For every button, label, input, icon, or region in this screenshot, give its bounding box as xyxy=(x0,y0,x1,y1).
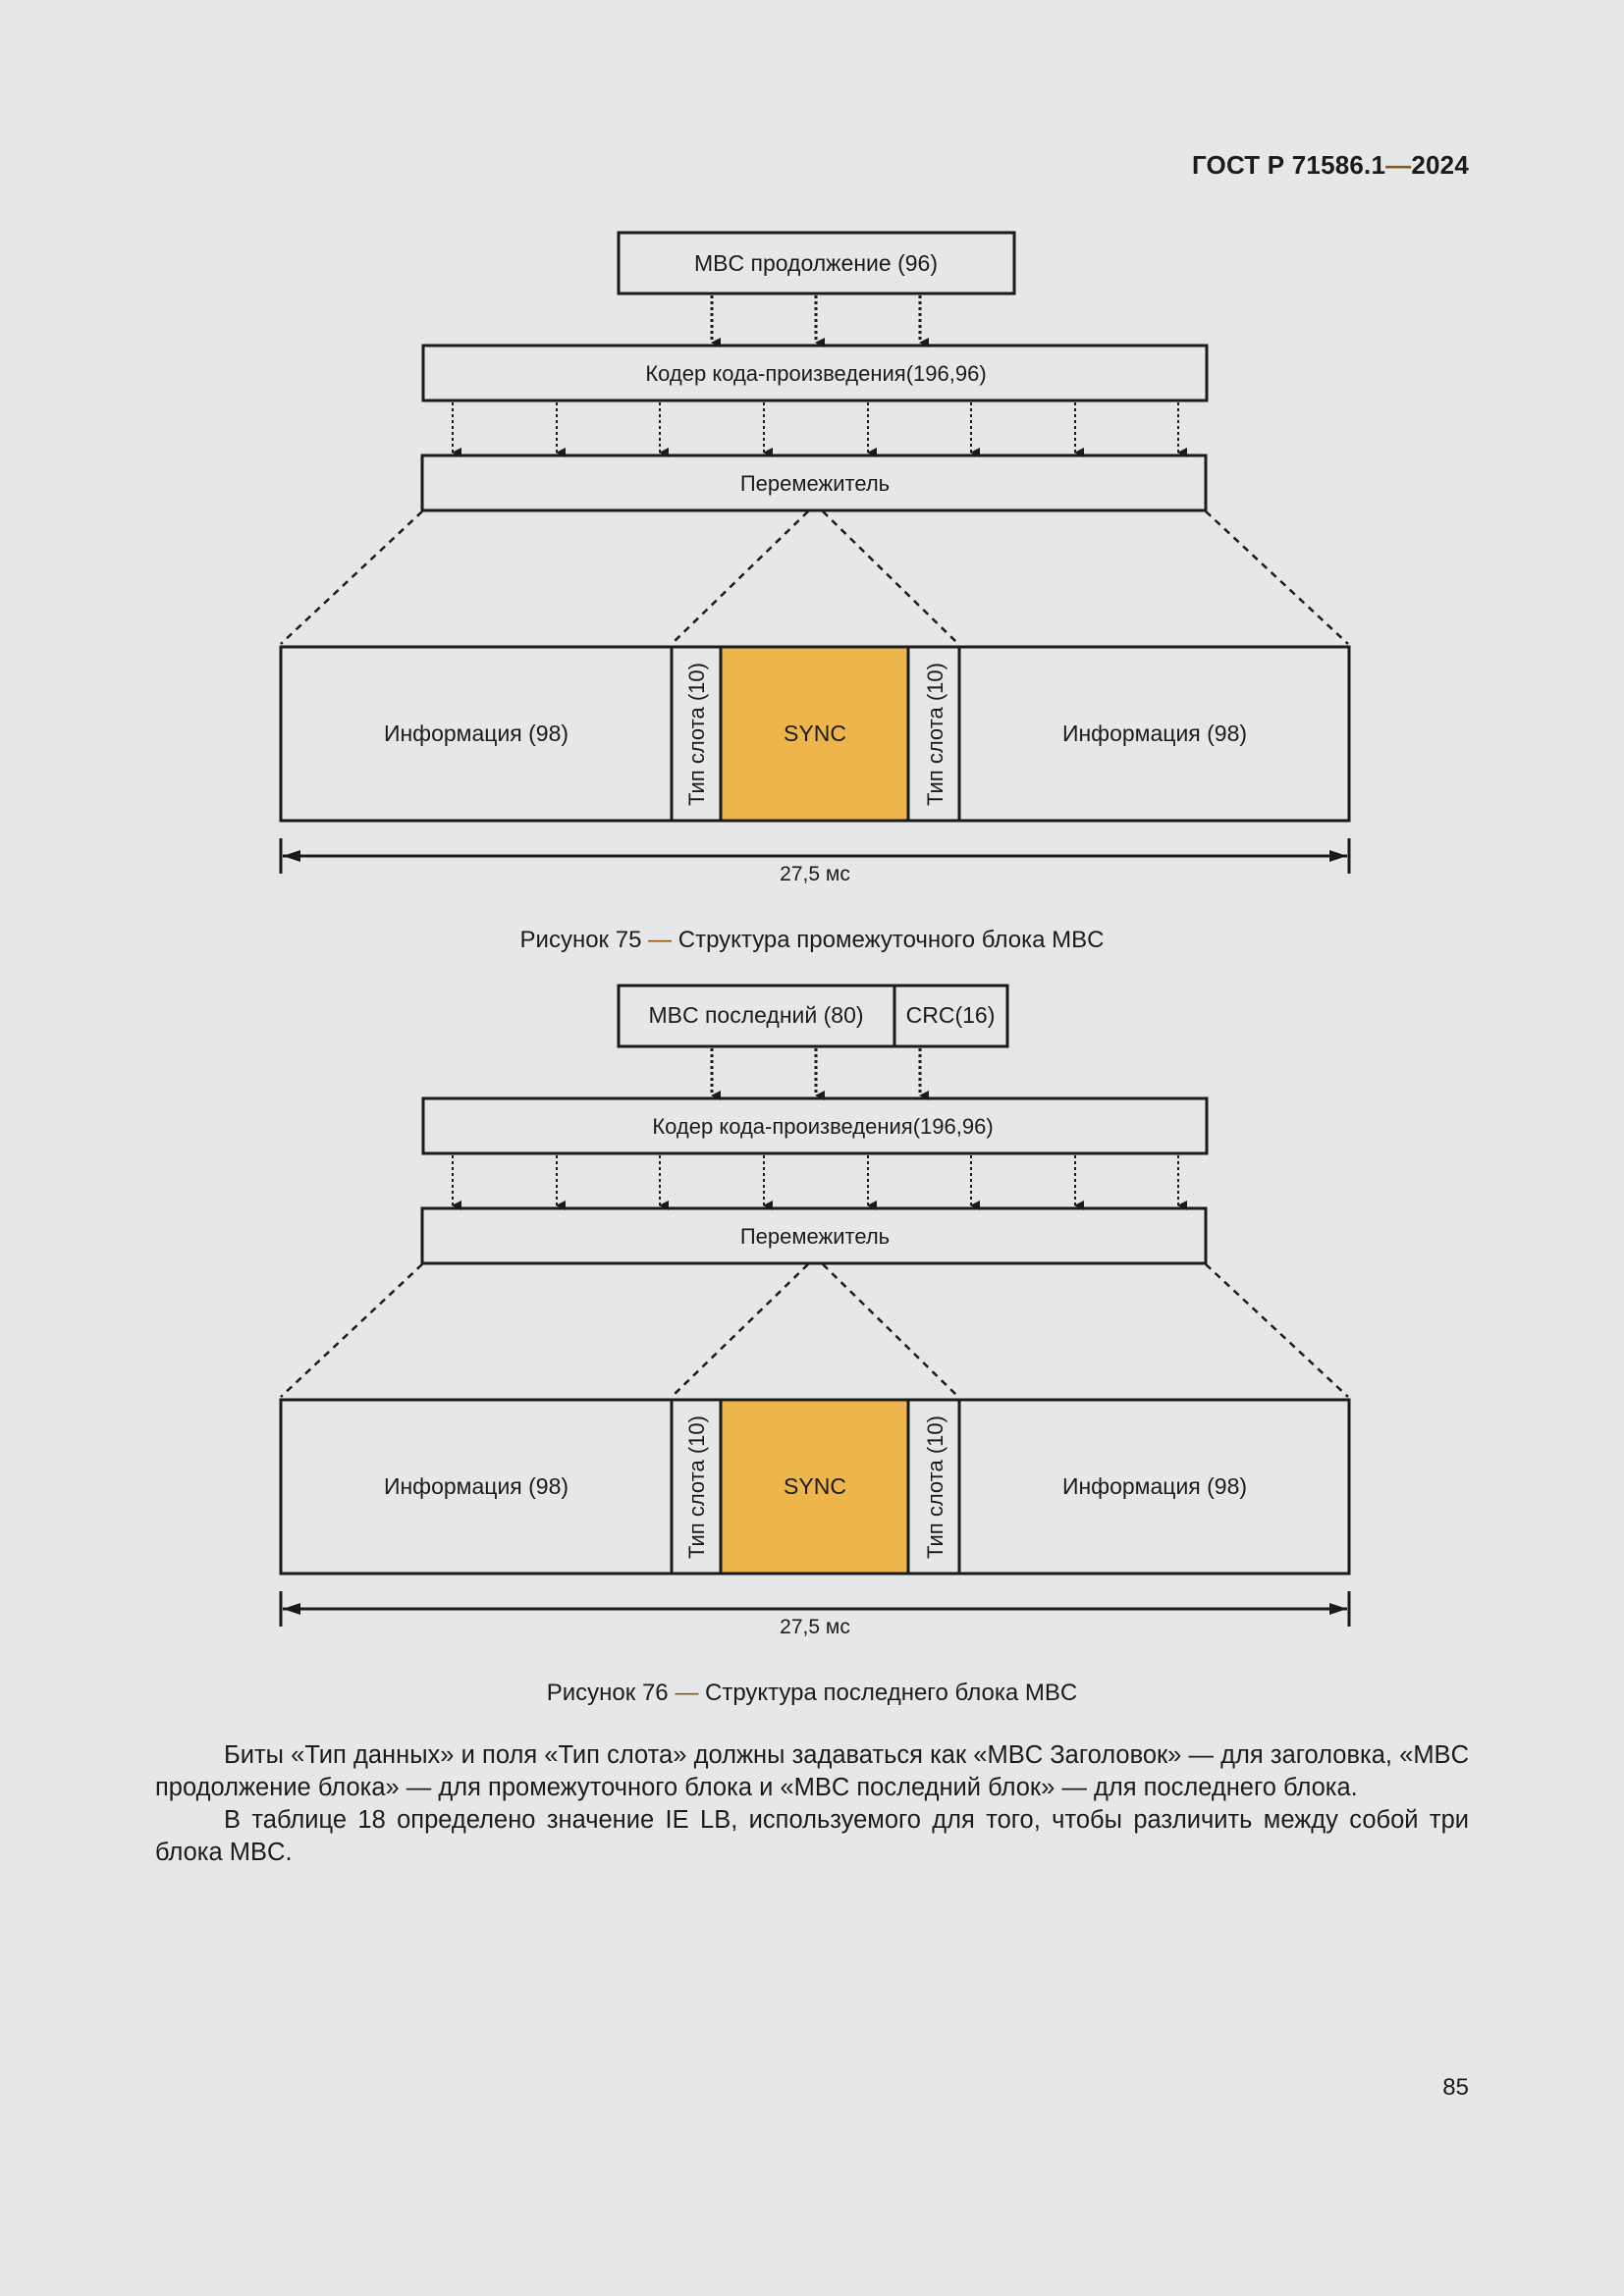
expansion-lines xyxy=(281,1264,1348,1397)
page-number: 85 xyxy=(1442,2074,1469,2101)
mbc-last-label: MBC последний (80) xyxy=(648,1002,864,1028)
figure-76-title: Структура последнего блока MBC xyxy=(705,1680,1078,1706)
info-left-label: Информация (98) xyxy=(383,1473,569,1499)
figure-75-title: Структура промежуточного блока MBC xyxy=(677,927,1105,953)
figure-75-dash: — xyxy=(648,927,673,953)
expansion-line xyxy=(1206,511,1348,644)
slot-type-left-label: Тип слота (10) xyxy=(684,663,709,806)
interleaver-label: Перемежитель xyxy=(739,471,891,496)
sync-label: SYNC xyxy=(784,721,846,746)
body-paragraph: В таблице 18 определено значение IE LB, используемого для того, чтобы различить между собой три блока MBC. xyxy=(155,1806,1469,1866)
figure-76-dash: — xyxy=(675,1680,699,1706)
expansion-line xyxy=(281,511,422,644)
encoder-output-arrows xyxy=(453,1155,1178,1205)
expansion-line xyxy=(672,1264,808,1397)
sync-label: SYNC xyxy=(784,1473,846,1499)
figure-75-caption xyxy=(0,927,1624,954)
mbc-continuation-label: MBC продолжение (96) xyxy=(694,250,938,276)
interleaver-label: Перемежитель xyxy=(739,1224,891,1249)
slot-type-right-label: Тип слота (10) xyxy=(923,1415,947,1559)
input-arrows xyxy=(712,1048,920,1095)
figure-76 xyxy=(281,986,1349,1638)
standard-code-year: 2024 xyxy=(1411,150,1469,180)
expansion-line xyxy=(672,511,808,644)
encoder-label: Кодер кода-произведения(196,96) xyxy=(652,1114,994,1139)
slot-type-left-label: Тип слота (10) xyxy=(684,1415,709,1559)
body-text xyxy=(155,1739,1469,1869)
duration-label: 27,5 мс xyxy=(780,863,850,885)
standard-code-dash: — xyxy=(1385,150,1412,180)
info-right-label: Информация (98) xyxy=(1061,721,1248,746)
slot-type-right-label: Тип слота (10) xyxy=(923,663,947,806)
info-left-label: Информация (98) xyxy=(383,721,569,746)
encoder-output-arrows xyxy=(453,402,1178,453)
expansion-line xyxy=(823,1264,958,1397)
figure-75 xyxy=(281,233,1349,885)
standard-code-prefix: ГОСТ Р 71586.1 xyxy=(1191,150,1386,180)
expansion-lines xyxy=(281,511,1348,644)
figure-76-caption xyxy=(0,1680,1624,1707)
info-right-label: Информация (98) xyxy=(1061,1473,1248,1499)
body-paragraph: Биты «Тип данных» и поля «Тип слота» должны задаваться как «MBC Заголовок» — для заголовка, «MBC продолжение блока» — для промежуточного блока и «MBC последний блок» — для последнего блока. xyxy=(155,1741,1469,1801)
crc-label: CRC(16) xyxy=(905,1002,996,1028)
duration-label: 27,5 мс xyxy=(780,1616,850,1638)
figure-75-number: Рисунок 75 xyxy=(519,927,642,953)
encoder-label: Кодер кода-произведения(196,96) xyxy=(645,361,987,386)
expansion-line xyxy=(823,511,958,644)
expansion-line xyxy=(281,1264,422,1397)
input-arrows xyxy=(712,295,920,343)
expansion-line xyxy=(1206,1264,1348,1397)
figure-76-number: Рисунок 76 xyxy=(546,1680,669,1706)
